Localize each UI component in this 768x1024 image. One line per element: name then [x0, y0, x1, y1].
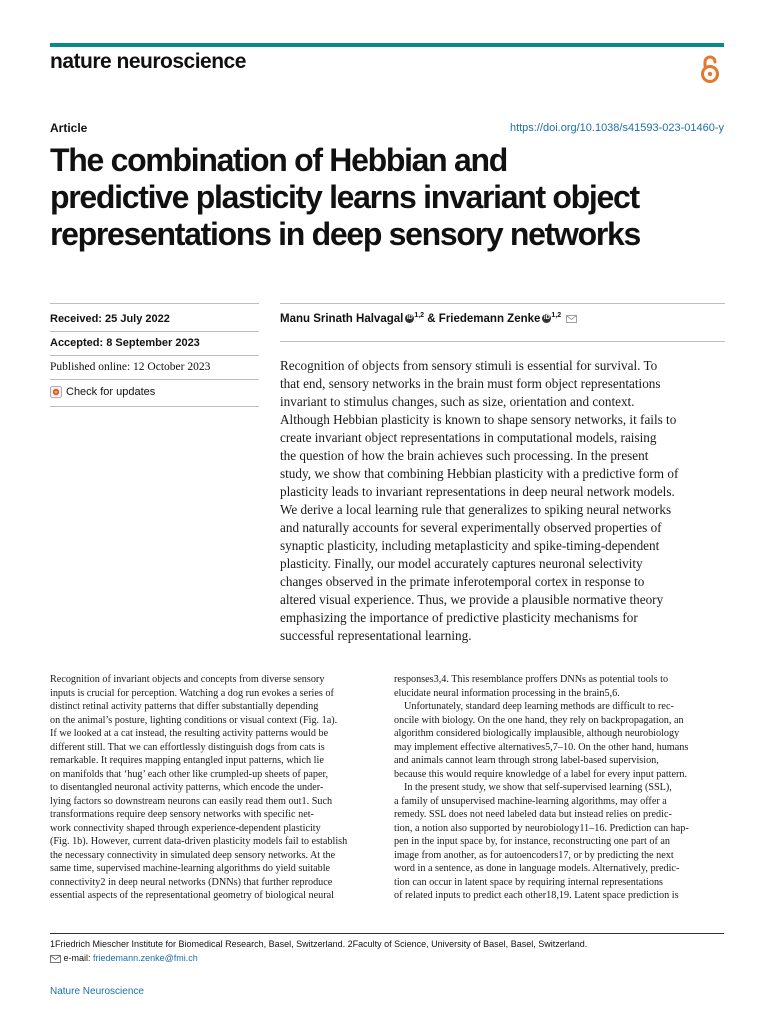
body-line: tion can occur in latent space by requiring internal representations	[394, 876, 664, 888]
meta-bottom-rule	[50, 406, 259, 407]
body-line: image from another, as for autoencoders17, or by predicting the next	[394, 849, 674, 861]
open-access-lock-icon[interactable]	[698, 53, 722, 85]
doi-link[interactable]: https://doi.org/10.1038/s41593-023-01460-y	[509, 122, 724, 134]
body-line: (Fig. 1b). However, current data-driven plasticity models fail to establish	[50, 836, 348, 847]
abstract-line: changes observed in the primate inferotemporal cortex in response to	[280, 574, 645, 589]
body-line: different still. That we can effortlessly distinguish dogs from cats is	[50, 741, 325, 753]
body-line: Recognition of invariant objects and concepts from diverse sensory	[50, 674, 325, 685]
body-line: remedy. SSL does not need labeled data but instead relies on predic-	[394, 809, 672, 820]
check-for-updates-icon	[50, 386, 62, 398]
accepted-date	[50, 337, 200, 349]
accepted-value: 8 September 2023	[106, 337, 200, 349]
abstract-line: the question of how the brain achieves such processing. In the present	[280, 448, 649, 463]
email-footnote	[50, 953, 198, 963]
body-line: a family of unsupervised machine-learning algorithms, may offer a	[394, 795, 667, 807]
check-for-updates-label: Check for updates	[66, 386, 156, 398]
authors-top-rule	[280, 303, 725, 304]
body-line: on the animal’s posture, lighting conditions or visual context (Fig. 1a).	[50, 714, 338, 726]
orcid-icon[interactable]: iD	[543, 315, 550, 322]
article-title	[50, 142, 740, 253]
abstract-line: synaptic plasticity, including metaplasticity and spike-timing-dependent	[280, 538, 660, 553]
body-line: lying factors so downstream neurons can easily read them out1. Such	[50, 795, 333, 807]
author-affiliation-numbers: 1,2	[551, 312, 562, 319]
abstract-line: create invariant object representations in computational models, raising	[280, 430, 657, 445]
author-name[interactable]: Friedemann Zenke	[438, 312, 541, 325]
received-label: Received:	[50, 313, 102, 325]
body-line: elucidate neural information processing in the brain5,6.	[394, 687, 620, 699]
body-line: word in a sentence, as done in language models. Alternatively, predic-	[394, 863, 680, 874]
body-line: because this would require knowledge of a label for every input pattern.	[394, 768, 688, 780]
author-affiliation-numbers: 1,2	[414, 312, 425, 319]
body-line: connectivity2 in deep neural networks (DNNs) that further reproduce	[50, 876, 333, 888]
orcid-icon[interactable]: iD	[406, 315, 413, 322]
body-line: the necessary connectivity in simulated deep sensory networks. At the	[50, 849, 336, 861]
body-line: inputs is crucial for perception. Watching a dog run evokes a series of	[50, 687, 334, 699]
abstract-line: that end, sensory networks in the brain must form object representations	[280, 376, 661, 391]
abstract-line: plasticity. Finally, our model accurately captures neuronal selectivity	[280, 556, 643, 571]
meta-rule	[50, 379, 259, 380]
footnote-rule	[50, 933, 724, 934]
body-line: may implement effective alternatives5,7–10. On the other hand, humans	[394, 741, 689, 753]
envelope-icon[interactable]	[566, 315, 577, 323]
received-date	[50, 313, 170, 325]
body-line: Unfortunately, standard deep learning methods are difficult to rec-	[404, 701, 674, 712]
body-line: and animals cannot learn through strong label-based supervision,	[394, 755, 659, 766]
body-line: oncile with biology. On the one hand, they rely on backpropagation, an	[394, 714, 684, 726]
email-label: e-mail:	[63, 953, 91, 963]
authors-bottom-rule	[280, 341, 725, 342]
meta-top-rule	[50, 303, 259, 304]
body-line: remarkable. It requires mapping entangled input patterns, which lie	[50, 755, 324, 766]
email-link[interactable]: friedemann.zenke@fmi.ch	[93, 953, 198, 963]
journal-accent-bar	[50, 43, 724, 47]
abstract-line: successful representational learning.	[280, 628, 472, 643]
meta-rule	[50, 331, 259, 332]
body-line: In the present study, we show that self-supervised learning (SSL),	[404, 782, 672, 793]
body-line: transformations require deep sensory networks with specific net-	[50, 809, 314, 820]
abstract-line: plasticity leads to invariant representations in deep neural network models.	[280, 484, 675, 499]
abstract-line: invariant to stimulus changes, such as size, orientation and context.	[280, 394, 635, 409]
body-column-right	[394, 673, 728, 903]
envelope-icon	[50, 955, 61, 963]
abstract-line: We derive a local learning rule that generalizes to spiking neural networks	[280, 502, 672, 517]
accepted-label: Accepted:	[50, 337, 104, 349]
body-line: to disentangled neuronal activity patterns, which encode the under-	[50, 782, 324, 793]
published-date: Published online: 12 October 2023	[50, 361, 211, 373]
title-line: representations in deep sensory networks	[50, 216, 640, 252]
title-line: predictive plasticity learns invariant object	[50, 179, 639, 215]
article-type-label: Article	[50, 121, 88, 135]
author-list	[280, 312, 577, 325]
body-line: work connectivity shaped through experience-dependent plasticity	[50, 822, 321, 834]
body-line: pen in the input space by, for instance, reconstructing one part of an	[394, 836, 671, 847]
body-line: algorithm considered biologically implausible, although neurobiology	[394, 728, 680, 739]
journal-name: nature neuroscience	[50, 50, 246, 73]
abstract	[280, 357, 725, 645]
received-value: 25 July 2022	[105, 313, 170, 325]
author-separator: &	[427, 312, 436, 325]
body-line: same time, supervised machine-learning algorithms do yield suitable	[50, 863, 331, 874]
meta-rule	[50, 355, 259, 356]
affiliations-footnote: 1Friedrich Miescher Institute for Biomedical Research, Basel, Switzerland. 2Faculty of Science, University of Basel, Basel, Switzerland.	[50, 939, 588, 949]
abstract-line: and naturally accounts for several experimentally observed properties of	[280, 520, 662, 535]
abstract-line: Recognition of objects from sensory stimuli is essential for survival. To	[280, 358, 658, 373]
body-line: of related inputs to predict each other18,19. Latent space prediction is	[394, 890, 679, 901]
body-line: essential aspects of the representational geometry of biological neural	[50, 890, 335, 901]
abstract-line: study, we show that combining Hebbian plasticity with a predictive form of	[280, 466, 679, 481]
body-line: distinct retinal activity patterns that differ substantially depending	[50, 701, 319, 712]
abstract-line: emphasizing the importance of predictive plasticity mechanisms for	[280, 610, 638, 625]
author-name[interactable]: Manu Srinath Halvagal	[280, 312, 404, 325]
body-line: on manifolds that ‘hug’ each other like crumpled-up sheets of paper,	[50, 768, 329, 780]
abstract-line: altered visual experience. Thus, we provide a plausible normative theory	[280, 592, 664, 607]
abstract-line: Although Hebbian plasticity is known to shape sensory networks, it fails to	[280, 412, 677, 427]
footer-journal-name: Nature Neuroscience	[50, 986, 144, 997]
body-line: If we looked at a cat instead, the resulting activity patterns would be	[50, 728, 329, 739]
title-line: The combination of Hebbian and	[50, 142, 508, 178]
body-column-left	[50, 673, 384, 903]
check-for-updates-button[interactable]	[50, 386, 155, 398]
body-line: tion, a notion also supported by neurobiology11–16. Prediction can hap-	[394, 822, 689, 834]
body-line: responses3,4. This resemblance proffers DNNs as potential tools to	[394, 674, 669, 685]
